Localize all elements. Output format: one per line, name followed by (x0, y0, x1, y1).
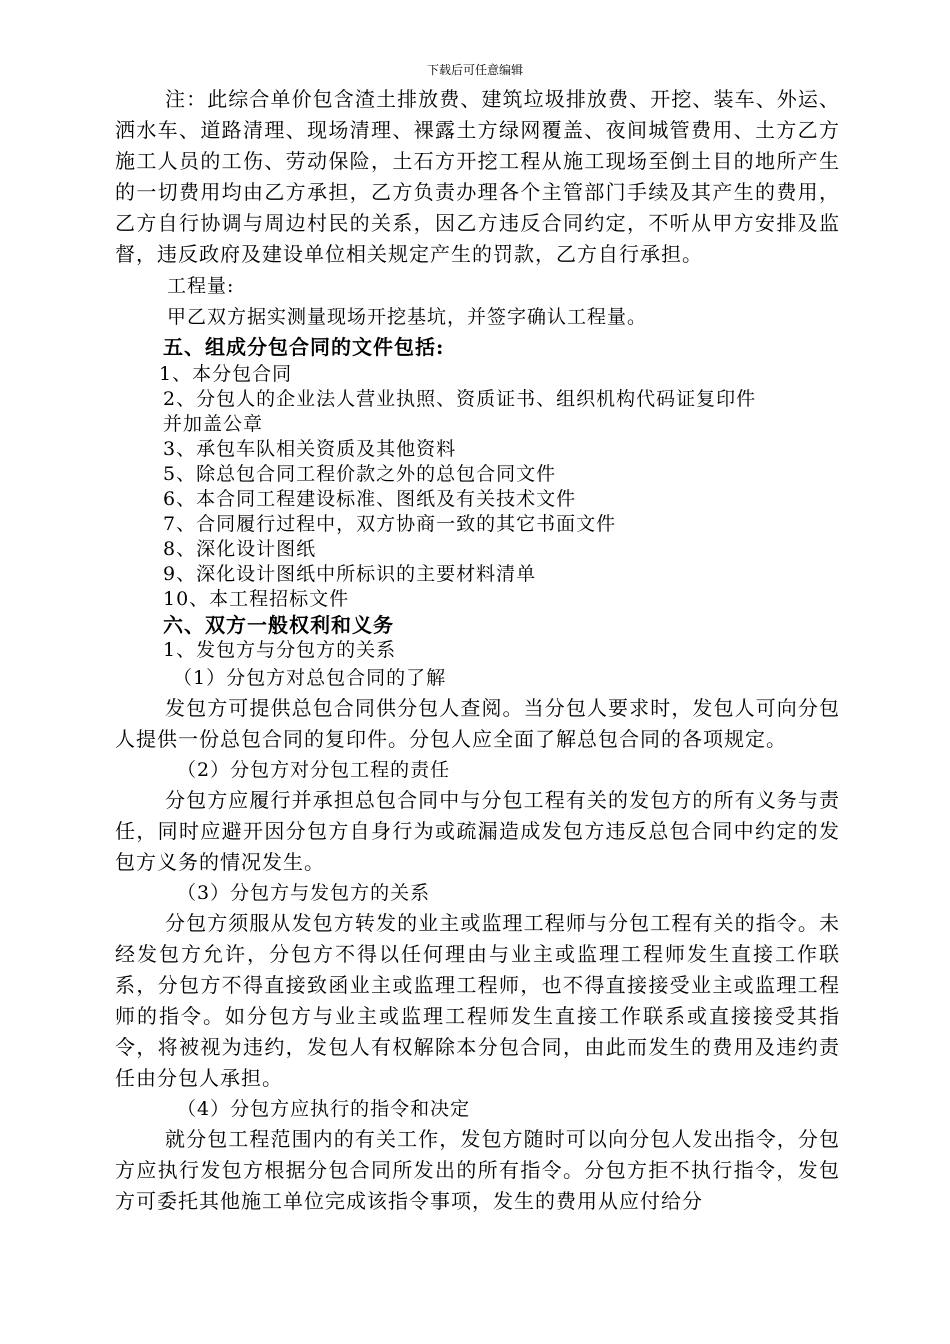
section5-item: 2、分包人的企业法人营业执照、资质证书、组织机构代码证复印件 (163, 388, 757, 410)
section5-item: 3、承包车队相关资质及其他资料 (163, 438, 457, 460)
section5-item: 5、除总包合同工程价款之外的总包合同文件 (163, 463, 557, 485)
section5-title: 五、组成分包合同的文件包括: (163, 335, 445, 359)
section5-item: 9、深化设计图纸中所标识的主要材料清单 (163, 563, 537, 585)
section5-item: 6、本合同工程建设标准、图纸及有关技术文件 (163, 488, 577, 510)
clause-title: （4）分包方应执行的指令和决定 (177, 1098, 471, 1120)
clause-text: 就分包工程范围内的有关工作，发包方随时可以向分包人发出指令，分包方应执行发包方根据分包合同所发出的所有指令。分包方拒不执行指令，发包方可委托其他施工单位完成该指令事项，发生的费用从应付给分 (115, 1127, 840, 1213)
section6-subheading: 1、发包方与分包方的关系 (163, 639, 397, 661)
quantity-label: 工程量: (167, 275, 235, 297)
section6-title: 六、双方一般权利和义务 (163, 613, 394, 637)
header-note: 下载后可任意编辑 (426, 63, 523, 77)
quantity-text: 甲乙双方据实测量现场开挖基坑，并签字确认工程量。 (167, 306, 648, 328)
clause-text: 发包方可提供总包合同供分包人查阅。当分包人要求时，发包人可向分包人提供一份总包合同的复印件。分包人应全面了解总包合同的各项规定。 (115, 696, 840, 751)
clause-text: 分包方须服从发包方转发的业主或监理工程师与分包工程有关的指令。未经发包方允许，分包方不得以任何理由与业主或监理工程师发生直接工作联系，分包方不得直接致函业主或监理工程师，也不得直接接受业主或监理工程师的指令。如分包方与业主或监理工程师发生直接工作联系或直接接受其指令，将被视为违约，发包人有权解除本分包合同，由此而发生的费用及违约责任由分包人承担。 (115, 911, 840, 1090)
section5-item: 10、本工程招标文件 (163, 588, 350, 610)
section5-item: 8、深化设计图纸 (163, 538, 317, 560)
document-body (115, 84, 840, 1217)
note-paragraph: 注：此综合单价包含渣土排放费、建筑垃圾排放费、开挖、装车、外运、洒水车、道路清理、现场清理、裸露土方绿网覆盖、夜间城管费用、土方乙方施工人员的工伤、劳动保险，土石方开挖工程从施工现场至倒土目的地所产生的一切费用均由乙方承担，乙方负责办理各个主管部门手续及其产生的费用，乙方自行协调与周边村民的关系，因乙方违反合同约定，不听从甲方安排及监督，违反政府及建设单位相关规定产生的罚款，乙方自行承担。 (115, 87, 840, 266)
clause-title: （1）分包方对总包合同的了解 (173, 667, 447, 689)
section5-item: 1、本分包合同 (159, 363, 293, 385)
section5-item: 7、合同履行过程中，双方协商一致的其它书面文件 (163, 513, 617, 535)
clause-title: （2）分包方对分包工程的责任 (177, 759, 451, 781)
clause-title: （3）分包方与发包方的关系 (177, 882, 431, 904)
section5-item: 并加盖公章 (163, 413, 264, 435)
clause-text: 分包方应履行并承担总包合同中与分包工程有关的发包方的所有义务与责任，同时应避开因分包方自身行为或疏漏造成发包方违反总包合同中约定的发包方义务的情况发生。 (115, 788, 840, 874)
